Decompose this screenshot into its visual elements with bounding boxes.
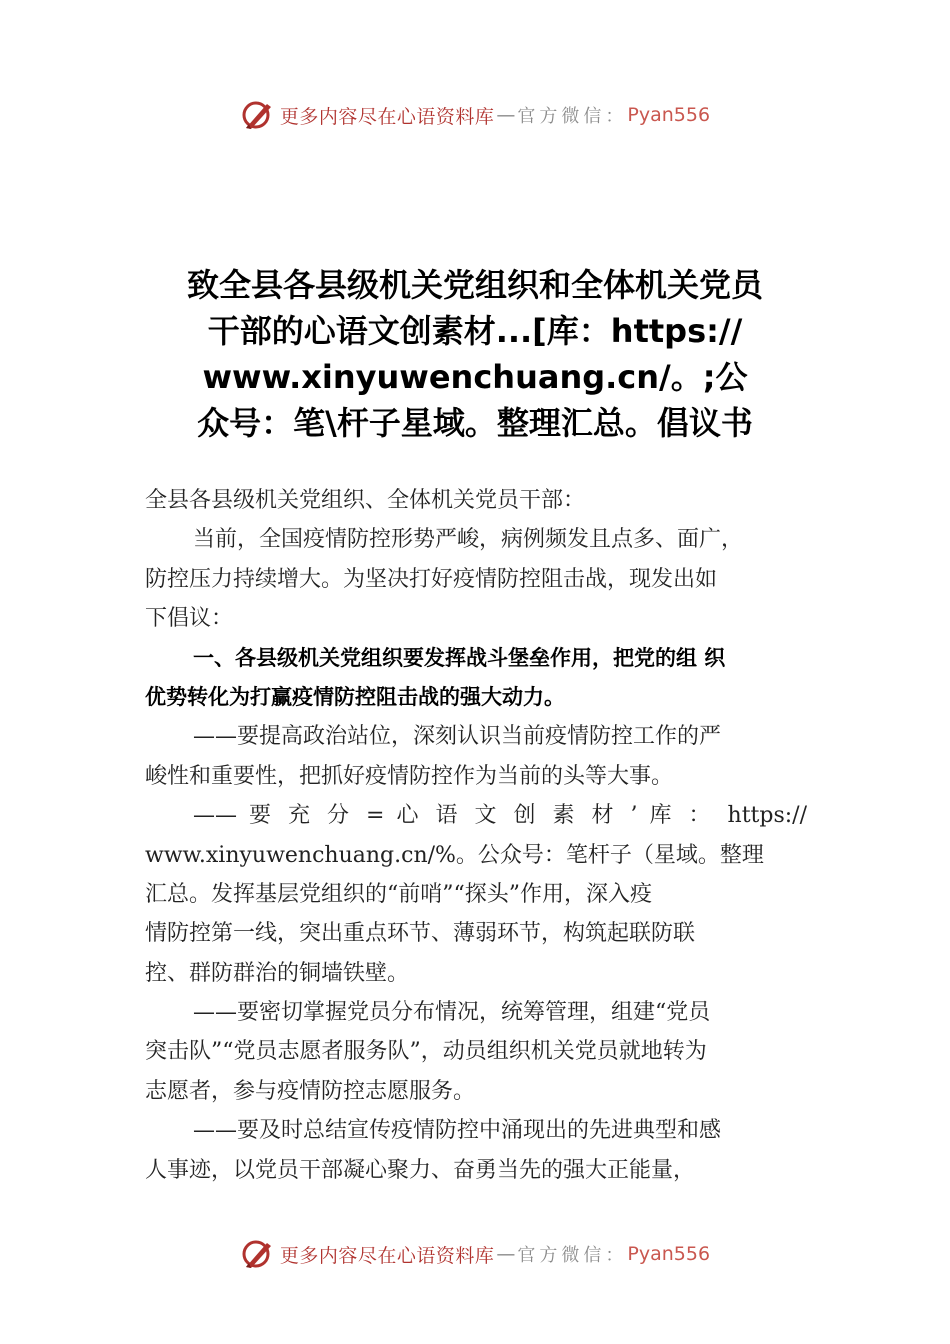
body-line: 控、群防群治的铜墙铁壁。	[145, 960, 410, 986]
banner-official-label: 官方微信：	[517, 1245, 628, 1266]
footer-banner	[0, 1234, 950, 1274]
banner-dash: —	[496, 1243, 516, 1265]
salutation: 全县各县级机关党组织、全体机关党员干部：	[145, 488, 586, 513]
body-line: 突击队”“党员志愿者服务队”，动员组织机关党员就地转为	[145, 1039, 707, 1065]
banner-official-label: 官方微信：	[517, 106, 628, 127]
section-heading-line: 优势转化为打赢疫情防控阻击战的强大动力。	[145, 684, 565, 709]
body-line: 志愿者，参与疫情防控志愿服务。	[145, 1078, 476, 1104]
section-heading-line: 一、各县级机关党组织要发挥战斗堡垒作用，把党的组 织	[193, 645, 726, 670]
body-line: 下倡议：	[145, 606, 234, 632]
title-line: 致全县各县级机关党组织和全体机关党员	[186, 266, 763, 304]
banner-wechat-handle: Pyan556	[627, 104, 711, 126]
header-banner	[0, 95, 950, 135]
body-line: 峻性和重要性，把抓好疫情防控作为当前的头等大事。	[145, 763, 674, 789]
body-line: 汇总。发挥基层党组织的“前哨”“探头”作用，深入疫	[145, 881, 652, 907]
banner-wechat-handle: Pyan556	[627, 1243, 711, 1265]
title-line: 干部的心语文创素材...[库：https://	[207, 312, 743, 350]
body-line: ——要及时总结宣传疫情防控中涌现出的先进典型和感	[193, 1118, 722, 1144]
title-line: www.xinyuwenchuang.cn/。;公	[202, 358, 748, 396]
banner-brand-text: 更多内容尽在心语资料库	[279, 105, 495, 128]
document-title	[140, 262, 810, 446]
body-line: 防控压力持续增大。为坚决打好疫情防控阻击战，现发出如	[145, 566, 718, 592]
body-line: —— 要 充 分 = 心 语 文 创 素 材 ’ 库 ： https://	[193, 803, 807, 829]
pen-logo-icon	[240, 1237, 274, 1271]
body-line: 情防控第一线，突出重点环节、薄弱环节，构筑起联防联	[145, 921, 696, 947]
body-line: ——要密切掌握党员分布情况，统筹管理，组建“党员	[193, 1000, 711, 1026]
title-line: 众号：笔\杆子星域。整理汇总。倡议书	[197, 404, 753, 442]
body-line: 当前，全国疫情防控形势严峻，病例频发且点多、面广，	[193, 527, 744, 553]
body-line: 人事迹，以党员干部凝心聚力、奋勇当先的强大正能量，	[145, 1157, 696, 1183]
document-body	[145, 481, 807, 1190]
banner-brand-text: 更多内容尽在心语资料库	[279, 1244, 495, 1267]
body-line: ——要提高政治站位，深刻认识当前疫情防控工作的严	[193, 724, 722, 750]
body-line: www.xinyuwenchuang.cn/%。公众号：笔杆子（星域。整理	[145, 842, 764, 868]
pen-logo-icon	[240, 98, 274, 132]
banner-dash: —	[496, 104, 516, 126]
